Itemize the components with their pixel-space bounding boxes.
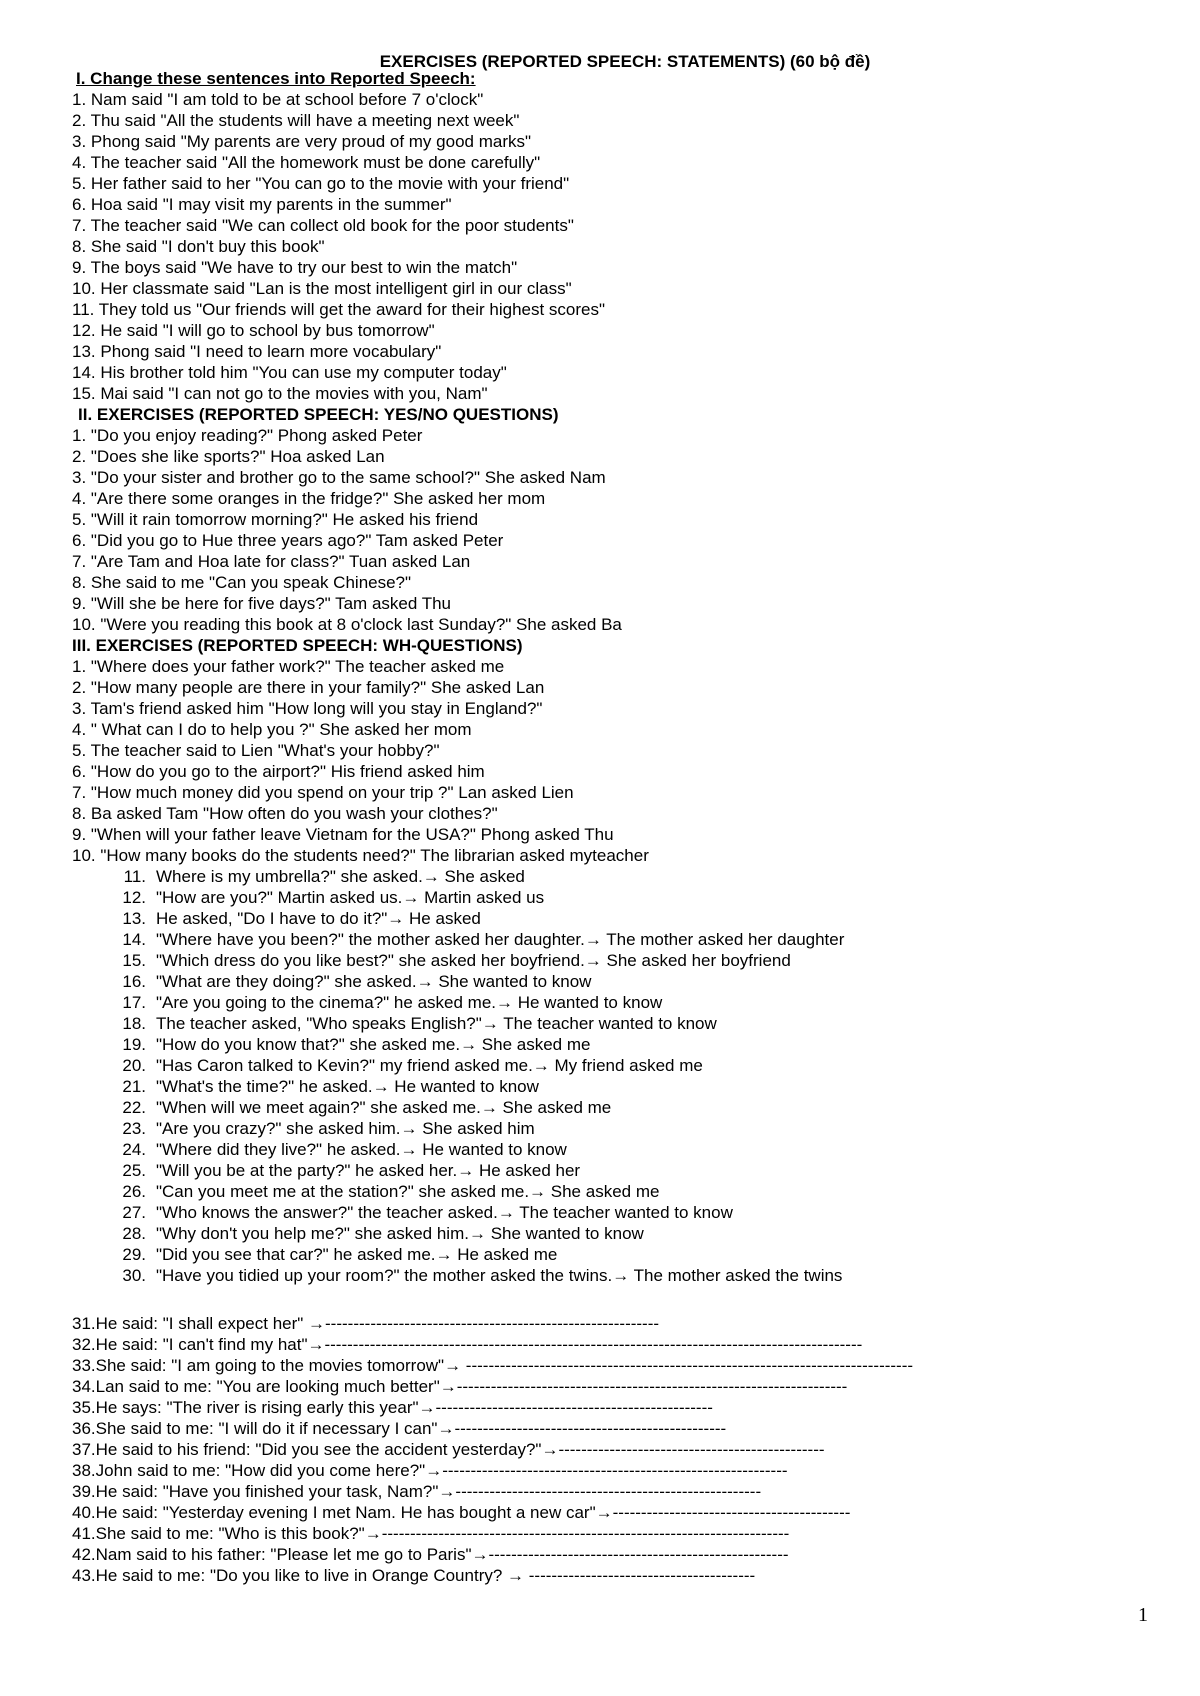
list-item: 9. "Will she be here for five days?" Tam asked Thu <box>72 594 452 613</box>
list-item: 1. "Do you enjoy reading?" Phong asked Peter <box>72 426 423 445</box>
list-item: 33.She said: "I am going to the movies tomorrow"→ ------------------------------------------------------------------------------- <box>72 1356 914 1375</box>
list-item: 3. Phong said "My parents are very proud of my good marks" <box>72 132 532 151</box>
list-item: 6. "Did you go to Hue three years ago?" Tam asked Peter <box>72 531 504 550</box>
list-item: 6. Hoa said "I may visit my parents in the summer" <box>72 195 452 214</box>
list-item: 9. The boys said "We have to try our best to win the match" <box>72 258 518 277</box>
section-2-heading: II. EXERCISES (REPORTED SPEECH: YES/NO QUESTIONS) <box>78 405 559 424</box>
list-item: 10. "Were you reading this book at 8 o'clock last Sunday?" She asked Ba <box>72 615 622 634</box>
list-item: 30. "Have you tidied up your room?" the mother asked the twins.→ The mother asked the twins <box>122 1266 843 1285</box>
list-item: 19. "How do you know that?" she asked me.→ She asked me <box>122 1035 591 1054</box>
list-item: 34.Lan said to me: "You are looking much better"→--------------------------------------------------------------------- <box>72 1377 848 1396</box>
list-item: 32.He said: "I can't find my hat"→----------------------------------------------------------------------------------------------- <box>72 1335 863 1354</box>
list-item: 42.Nam said to his father: "Please let me go to Paris"→----------------------------------------------------- <box>72 1545 789 1564</box>
list-item: 15. "Which dress do you like best?" she asked her boyfriend.→ She asked her boyfriend <box>122 951 791 970</box>
list-item: 22. "When will we meet again?" she asked me.→ She asked me <box>122 1098 612 1117</box>
section-gap <box>72 1286 913 1313</box>
list-item: 37.He said to his friend: "Did you see the accident yesterday?"→----------------------------------------------- <box>72 1440 825 1459</box>
list-item: 8. Ba asked Tam "How often do you wash your clothes?" <box>72 804 498 823</box>
list-item: 29. "Did you see that car?" he asked me.→ He asked me <box>122 1245 558 1264</box>
list-item: 43.He said to me: "Do you like to live in Orange Country? → ---------------------------------------- <box>72 1566 756 1585</box>
list-item: 14. "Where have you been?" the mother asked her daughter.→ The mother asked her daughter <box>122 930 845 949</box>
list-item: 28. "Why don't you help me?" she asked him.→ She wanted to know <box>122 1224 644 1243</box>
list-item: 8. She said "I don't buy this book" <box>72 237 325 256</box>
list-item: 3. "Do your sister and brother go to the same school?" She asked Nam <box>72 468 606 487</box>
list-item: 2. Thu said "All the students will have a meeting next week" <box>72 111 520 130</box>
section-3-heading: III. EXERCISES (REPORTED SPEECH: WH-QUESTIONS) <box>72 636 523 655</box>
list-item: 7. "How much money did you spend on your trip ?" Lan asked Lien <box>72 783 574 802</box>
page-number: 1 <box>1138 1604 1148 1626</box>
list-item: 1. "Where does your father work?" The teacher asked me <box>72 657 505 676</box>
list-item: 10. Her classmate said "Lan is the most intelligent girl in our class" <box>72 279 572 298</box>
list-item: 12. He said "I will go to school by bus tomorrow" <box>72 321 435 340</box>
list-item: 40.He said: "Yesterday evening I met Nam. He has bought a new car"→------------------------------------------ <box>72 1503 851 1522</box>
list-item: 39.He said: "Have you finished your task, Nam?"→------------------------------------------------------ <box>72 1482 762 1501</box>
list-item: 6. "How do you go to the airport?" His friend asked him <box>72 762 485 781</box>
list-item: 17. "Are you going to the cinema?" he asked me.→ He wanted to know <box>122 993 663 1012</box>
list-item: 4. "Are there some oranges in the fridge?" She asked her mom <box>72 489 546 508</box>
list-item: 5. Her father said to her "You can go to the movie with your friend" <box>72 174 570 193</box>
list-item: 2. "How many people are there in your family?" She asked Lan <box>72 678 545 697</box>
list-item: 5. The teacher said to Lien "What's your hobby?" <box>72 741 440 760</box>
list-item: 9. "When will your father leave Vietnam for the USA?" Phong asked Thu <box>72 825 614 844</box>
list-item: 12. "How are you?" Martin asked us.→ Martin asked us <box>122 888 545 907</box>
list-item: 1. Nam said "I am told to be at school before 7 o'clock" <box>72 90 484 109</box>
list-item: 35.He says: "The river is rising early this year"→------------------------------------------------- <box>72 1398 713 1417</box>
list-item: 7. The teacher said "We can collect old book for the poor students" <box>72 216 574 235</box>
list-item: 7. "Are Tam and Hoa late for class?" Tuan asked Lan <box>72 552 471 571</box>
document-title: EXERCISES (REPORTED SPEECH: STATEMENTS) (60 bộ đề) <box>379 52 871 71</box>
section-1-heading: I. Change these sentences into Reported Speech: <box>76 69 476 88</box>
list-item: 4. The teacher said "All the homework must be done carefully" <box>72 153 541 172</box>
list-item: 27. "Who knows the answer?" the teacher asked.→ The teacher wanted to know <box>122 1203 733 1222</box>
list-item: 20. "Has Caron talked to Kevin?" my friend asked me.→ My friend asked me <box>122 1056 703 1075</box>
list-item: 25. "Will you be at the party?" he asked her.→ He asked her <box>122 1161 581 1180</box>
list-item: 18. The teacher asked, "Who speaks English?"→ The teacher wanted to know <box>122 1014 717 1033</box>
list-item: 26. "Can you meet me at the station?" she asked me.→ She asked me <box>122 1182 660 1201</box>
list-item: 21. "What's the time?" he asked.→ He wanted to know <box>122 1077 539 1096</box>
list-item: 4. " What can I do to help you ?" She asked her mom <box>72 720 472 739</box>
exercise-body <box>72 68 913 1586</box>
list-item: 10. "How many books do the students need?" The librarian asked myteacher <box>72 846 649 865</box>
list-item: 13. Phong said "I need to learn more vocabulary" <box>72 342 442 361</box>
list-item: 36.She said to me: "I will do it if necessary I can"→------------------------------------------------ <box>72 1419 727 1438</box>
list-item: 23. "Are you crazy?" she asked him.→ She asked him <box>122 1119 535 1138</box>
list-item: 5. "Will it rain tomorrow morning?" He asked his friend <box>72 510 479 529</box>
list-item: 15. Mai said "I can not go to the movies with you, Nam" <box>72 384 488 403</box>
list-item: 11. They told us "Our friends will get the award for their highest scores" <box>72 300 606 319</box>
list-item: 13. He asked, "Do I have to do it?"→ He asked <box>122 909 481 928</box>
list-item: 16. "What are they doing?" she asked.→ She wanted to know <box>122 972 592 991</box>
list-item: 11. Where is my umbrella?" she asked.→ She asked <box>123 867 525 886</box>
list-item: 14. His brother told him "You can use my computer today" <box>72 363 507 382</box>
list-item: 31.He said: "I shall expect her" →----------------------------------------------------------- <box>72 1314 660 1333</box>
list-item: 24. "Where did they live?" he asked.→ He wanted to know <box>122 1140 567 1159</box>
list-item: 2. "Does she like sports?" Hoa asked Lan <box>72 447 385 466</box>
list-item: 41.She said to me: "Who is this book?"→------------------------------------------------------------------------ <box>72 1524 790 1543</box>
list-item: 3. Tam's friend asked him "How long will you stay in England?" <box>72 699 543 718</box>
list-item: 38.John said to me: "How did you come here?"→------------------------------------------------------------- <box>72 1461 788 1480</box>
list-item: 8. She said to me "Can you speak Chinese?" <box>72 573 412 592</box>
